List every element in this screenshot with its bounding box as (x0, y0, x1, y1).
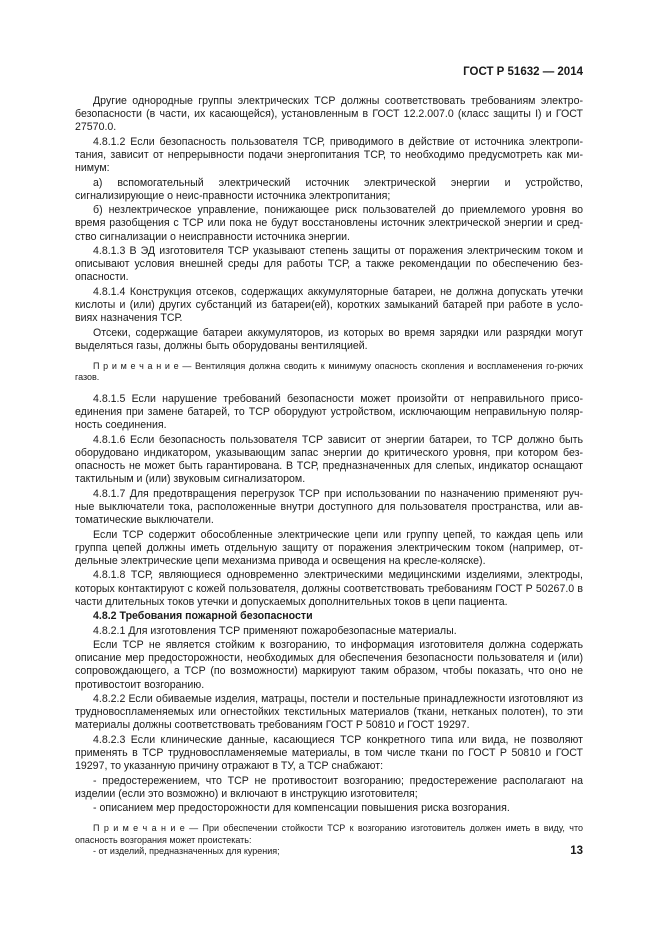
page-number: 13 (570, 845, 583, 857)
note (75, 361, 583, 384)
section-title: 4.8.2 Требования пожарной безопасности (93, 610, 313, 623)
paragraph: Отсеки, содержащие батареи аккумуляторов, из которых во время зарядки или разрядки могут выделяться газы, должны быть оборудованы вентиляцией. (75, 326, 583, 352)
paragraph: 4.8.1.8 ТСР, являющиеся одновременно электрическими медицинскими изделиями, электроды, которых контактируют с кожей пользователя, должны соответствовать требованиям ГОСТ Р 50267.0 в части длительных токов утечки и допускаемых дополнительных токов в цепи пациента. (75, 569, 583, 608)
list-item: - описанием мер предосторожности для компенсации повышения риска возгорания. (93, 802, 510, 815)
note-label: П р и м е ч а н и е (93, 360, 179, 371)
paragraph: 4.8.1.4 Конструкция отсеков, содержащих аккумуляторные батареи, не должна допускать утечки кислоты и (или) других субстанций из батареи(ей), коротких замыканий батарей при работе в усло-виях назначения ТСР. (75, 285, 583, 325)
list-item: - предостережением, что ТСР не противостоит возгоранию; предостережение располагают на изделии (если это возможно) и включают в инструкцию изготовителя; (75, 774, 583, 800)
note (75, 823, 583, 846)
paragraph: а) вспомогательный электрический источник электрической энергии и устройство, сигнализирующие о неис-правности источника электропитания; (75, 176, 583, 202)
document-header: ГОСТ Р 51632 — 2014 (463, 66, 583, 78)
paragraph: 4.8.1.3 В ЭД изготовителя ТСР указывают степень защиты от поражения электрическим током и описывают условия внешней среды для работы ТСР, а также рекомендации по обеспечению без-опасности. (75, 244, 583, 284)
note-label: П р и м е ч а н и е (93, 823, 185, 834)
note-list-item: - от изделий, предназначенных для курения; (93, 846, 280, 857)
paragraph: 4.8.2.3 Если клинические данные, касающиеся ТСР конкретного типа или вида, не позволяют применять в ТСР трудновоспламеняемые материалы, в том числе ткани по ГОСТ Р 50810 и ГОСТ 19297, то указанную причину отражают в ТУ, а ТСР снабжают: (75, 733, 583, 773)
note-text: — При обеспечении стойкости ТСР к возгоранию изготовитель должен иметь в виду, что опасность возгорания может проистекать: (75, 823, 583, 845)
paragraph: Если ТСР содержит обособленные электрические цепи или группу цепей, то каждая цепь или группа цепей должны иметь отдельную защиту от поражения электрическим током (например, от-дельные электрические цепи механизма привода и освещения на кресле-коляске). (75, 528, 583, 567)
paragraph: 4.8.1.7 Для предотвращения перегрузок ТСР при использовании по назначению применяют руч-ные выключатели тока, расположенные внутри доступного для пользователя пространства, или ав-томатические выключатели. (75, 487, 583, 527)
paragraph: 4.8.2.2 Если обиваемые изделия, матрацы, постели и постельные принадлежности изготовляют из трудновоспламеняемых или огнестойких текстильных материалов (ткани, нетканых полотен), то эти материалы должны соответствовать требованиям ГОСТ Р 50810 и ГОСТ 19297. (75, 692, 583, 732)
page-content (75, 95, 583, 867)
paragraph: Если ТСР не является стойким к возгоранию, то информация изготовителя должна содержать описание мер предосторожности, необходимых для обеспечения безопасности пользователя и (или) сопровождающего, а ТСР (по возможности) маркируют таким образом, чтобы показать, что оно не противостоит возгоранию. (75, 638, 583, 691)
paragraph: 4.8.1.6 Если безопасность пользователя ТСР зависит от энергии батареи, то ТСР должно быть оборудовано индикатором, указывающим запас энергии до критического уровня, при котором без-опасность не может быть гарантирована. В ТСР, предназначенных для слепых, индикатор оснащают тактильным и (или) звуковым сигнализатором. (75, 433, 583, 486)
paragraph: 4.8.2.1 Для изготовления ТСР применяют пожаробезопасные материалы. (93, 624, 457, 637)
paragraph: 4.8.1.2 Если безопасность пользователя ТСР, приводимого в действие от источника электропи-тания, зависит от непрерывности подачи энергопитания ТСР, то необходимо предусмотреть как ми-нимум: (75, 135, 583, 175)
paragraph: б) незлектрическое управление, понижающее риск пользователей до приемлемого уровня во время разобщения с ТСР или пока не будут восстановлены источник электрической энергии и сред-ство сигнализации о неисправности источника энергии. (75, 204, 583, 243)
paragraph: Другие однородные группы электрических ТСР должны соответствовать требованиям электро-безопасности (в части, их касающейся), установленным в ГОСТ 12.2.007.0 (класс защиты I) и ГОСТ 27570.0. (75, 95, 583, 134)
note-text: — Вентиляция должна сводить к минимуму опасность скопления и воспламенения го-рючих газов. (75, 360, 583, 383)
paragraph: 4.8.1.5 Если нарушение требований безопасности может произойти от неправильного присо-единения при замене батарей, то ТСР оборудуют устройством, исключающим неправильную поляр-ность соединения. (75, 392, 583, 432)
